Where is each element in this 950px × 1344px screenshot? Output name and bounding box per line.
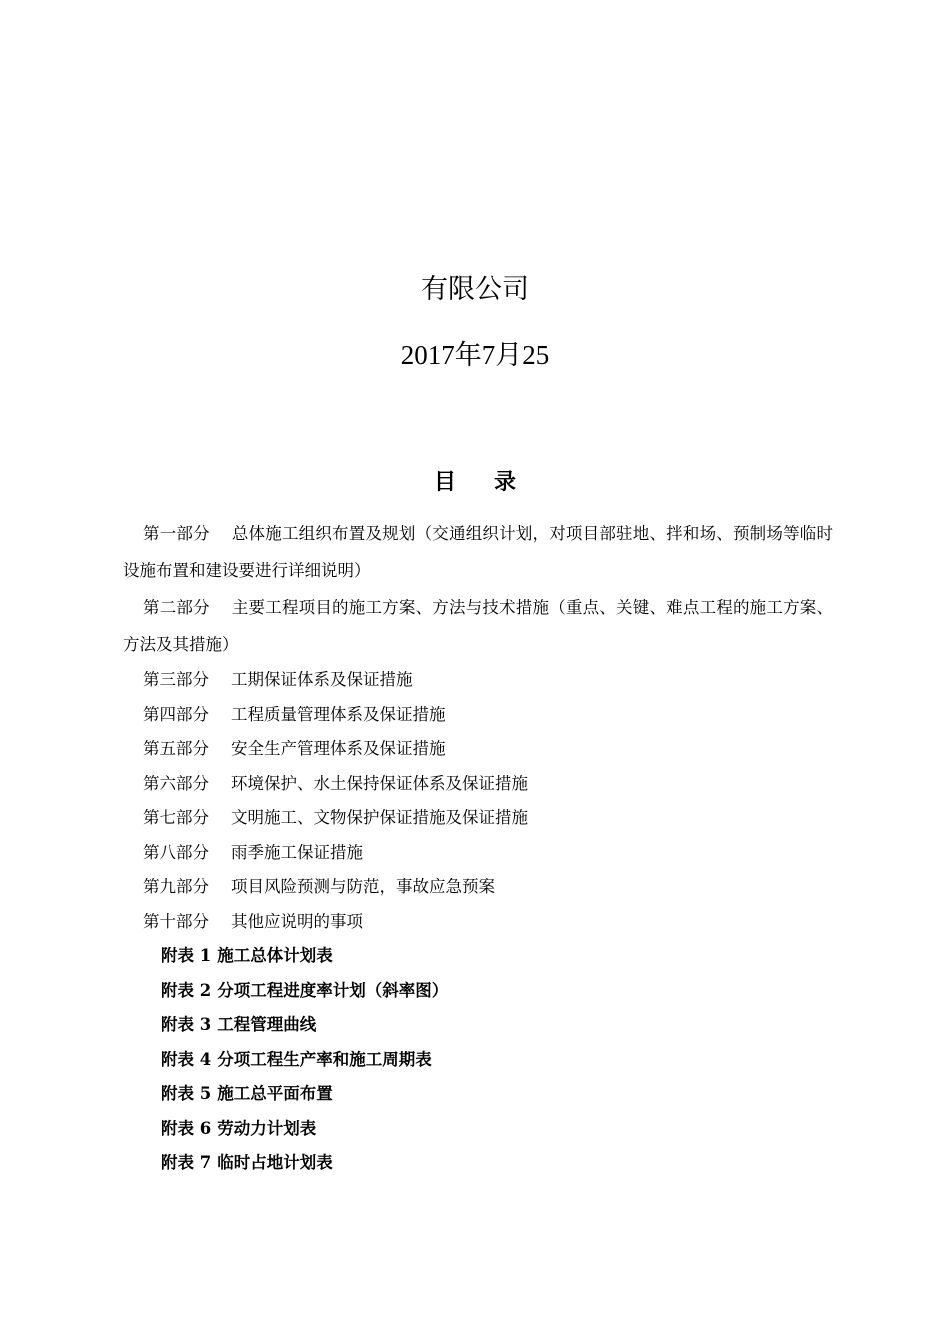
toc-entry-part-5[interactable]	[123, 732, 833, 767]
toc-entry-number: 第五部分	[143, 739, 209, 758]
toc-entry-number: 第七部分	[143, 808, 209, 827]
toc-entry-number: 第三部分	[143, 670, 209, 689]
toc-appendix-2[interactable]	[123, 974, 833, 1009]
appendix-number: 附表 5	[161, 1084, 212, 1103]
toc-entry-number: 第四部分	[143, 704, 209, 724]
toc-entry-text: 其他应说明的事项	[231, 911, 363, 931]
appendix-text: 临时占地计划表	[217, 1153, 333, 1172]
toc-appendix-7[interactable]	[123, 1146, 833, 1181]
toc-entry-text: 雨季施工保证措施	[231, 842, 363, 862]
appendix-text: 劳动力计划表	[217, 1118, 317, 1138]
appendix-number: 附表 4	[161, 1049, 212, 1069]
toc-entry-text: 主要工程项目的施工方案、方法与技术措施（重点、关键、难点工程的施工方案、方法及其措施）	[123, 598, 834, 654]
toc-appendix-5[interactable]	[123, 1077, 833, 1112]
toc-entry-part-3[interactable]	[123, 663, 833, 698]
toc-entry-number: 第二部分	[143, 598, 210, 617]
document-date: 2017年7月25	[400, 340, 550, 370]
toc-entry-part-9[interactable]	[123, 870, 833, 905]
toc-entry-number: 第六部分	[143, 773, 209, 793]
toc-appendix-3[interactable]	[123, 1008, 833, 1043]
toc-entry-text: 环境保护、水土保持保证体系及保证措施	[231, 773, 528, 793]
appendix-text: 分项工程进度率计划（斜率图）	[217, 980, 449, 1000]
toc-entry-text: 项目风险预测与防范，事故应急预案	[231, 877, 495, 896]
appendix-number: 附表 1	[161, 946, 212, 965]
toc-entry-part-1[interactable]	[123, 515, 833, 589]
toc-entry-part-8[interactable]	[123, 836, 833, 871]
appendix-number: 附表 7	[161, 1153, 212, 1172]
toc-appendix-6[interactable]	[123, 1112, 833, 1147]
appendix-text: 施工总平面布置	[217, 1084, 333, 1103]
toc-entry-part-10[interactable]	[123, 905, 833, 940]
appendix-text: 施工总体计划表	[217, 946, 333, 965]
appendix-number: 附表 2	[161, 980, 212, 1000]
toc-entry-number: 第九部分	[143, 877, 209, 896]
toc-entry-number: 第八部分	[143, 842, 209, 862]
toc-entry-text: 安全生产管理体系及保证措施	[231, 739, 446, 758]
toc-title: 目录	[433, 469, 554, 495]
appendix-text: 工程管理曲线	[217, 1015, 317, 1034]
toc-entry-part-6[interactable]	[123, 767, 833, 802]
company-name: 有限公司	[421, 274, 529, 305]
appendix-number: 附表 3	[161, 1015, 212, 1034]
toc-appendix-1[interactable]	[123, 939, 833, 974]
appendix-number: 附表 6	[161, 1118, 212, 1138]
toc-entry-number: 第十部分	[143, 911, 209, 931]
appendix-text: 分项工程生产率和施工周期表	[217, 1049, 432, 1069]
toc-entry-text: 工期保证体系及保证措施	[231, 670, 413, 689]
toc-entry-text: 工程质量管理体系及保证措施	[231, 704, 446, 724]
table-of-contents	[123, 515, 833, 1181]
toc-entry-text: 文明施工、文物保护保证措施及保证措施	[231, 808, 528, 827]
toc-appendix-4[interactable]	[123, 1043, 833, 1078]
toc-entry-part-2[interactable]	[123, 589, 833, 663]
toc-entry-part-7[interactable]	[123, 801, 833, 836]
toc-entry-number: 第一部分	[143, 524, 210, 543]
toc-entry-text: 总体施工组织布置及规划（交通组织计划，对项目部驻地、拌和场、预制场等临时设施布置和建设要进行详细说明）	[123, 524, 834, 580]
toc-entry-part-4[interactable]	[123, 698, 833, 733]
